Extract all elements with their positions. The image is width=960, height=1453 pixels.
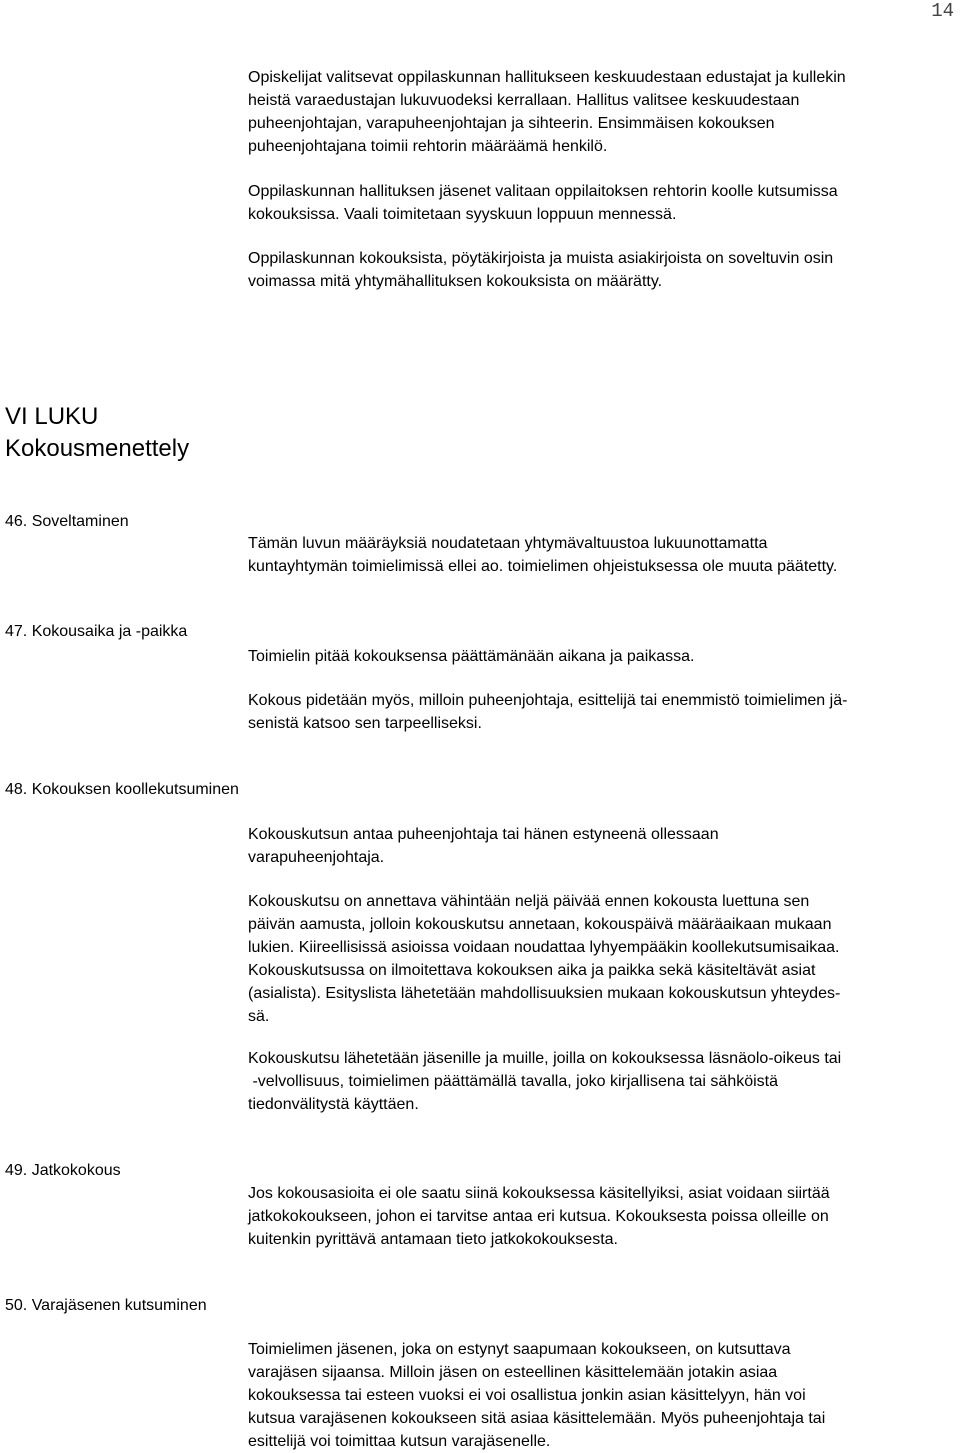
- section-48-paragraph-2: Kokouskutsu on annettava vähintään neljä päivää ennen kokousta luettuna sen päivän aamusta, jolloin kokouskutsu annetaan, kokouspäivä määräaikaan mukaan lukien. Kiireellisissä asioissa voidaan noudattaa lyhyempääkin koollekutsumisaikaa. Kokouskutsussa on ilmoitettava kokouksen aika ja paikka sekä käsiteltävät asiat (asialista). Esityslista lähetetään mahdollisuuksien mukaan kokouskutsun yhteydes- sä.: [248, 893, 841, 1025]
- chapter-heading: [5, 401, 189, 465]
- section-heading-50: 50. Varajäsenen kutsuminen: [5, 1297, 207, 1314]
- section-47-paragraph-2: Kokous pidetään myös, milloin puheenjohtaja, esittelijä tai enemmistö toimielimen jä- senistä katsoo sen tarpeelliseksi.: [248, 692, 848, 732]
- section-48-paragraph-3: Kokouskutsu lähetetään jäsenille ja muille, joilla on kokouksessa läsnäolo-oikeus tai -velvollisuus, toimielimen päättämällä tavalla, joko kirjallisena tai sähköistä tiedonvälitystä käyttäen.: [248, 1050, 842, 1113]
- intro-paragraph-1: Opiskelijat valitsevat oppilaskunnan hallitukseen keskuudestaan edustajat ja kullekin heistä varaedustajan lukuvuodeksi kerrallaan. Hallitus valitsee keskuudestaan puheenjohtajan, varapuheenjohtajan ja sihteerin. Ensimmäisen kokouksen puheenjohtajana toimii rehtorin määräämä henkilö.: [248, 69, 846, 155]
- section-49-paragraph-1: Jos kokousasioita ei ole saatu siinä kokouksessa käsitellyiksi, asiat voidaan siirtää jatkokokoukseen, johon ei tarvitse antaa eri kutsua. Kokouksesta poissa olleille on kuitenkin pyrittävä antamaan tieto jatkokokouksesta.: [248, 1185, 830, 1248]
- section-48-paragraph-1: Kokouskutsun antaa puheenjohtaja tai hänen estyneenä ollessaan varapuheenjohtaja.: [248, 826, 719, 866]
- section-47-paragraph-1: Toimielin pitää kokouksensa päättämänään aikana ja paikassa.: [248, 648, 695, 665]
- section-heading-48: 48. Kokouksen koollekutsuminen: [5, 781, 239, 798]
- section-50-paragraph-1: Toimielimen jäsenen, joka on estynyt saapumaan kokoukseen, on kutsuttava varajäsen sijaansa. Milloin jäsen on esteellinen käsittelemään jotakin asiaa kokouksessa tai esteen vuoksi ei voi osallistua jonkin asian käsittelyyn, hän voi kutsua varajäsenen kokoukseen sitä asiaa käsittelemään. Myös puheenjohtaja tai esittelijä voi toimittaa kutsun varajäsenelle.: [248, 1341, 826, 1450]
- chapter-number: VI LUKU: [5, 403, 99, 430]
- section-46-paragraph-1: Tämän luvun määräyksiä noudatetaan yhtymävaltuustoa lukuunottamatta kuntayhtymän toimielimissä ellei ao. toimielimen ohjeistuksessa ole muuta päätetty.: [248, 535, 838, 575]
- intro-paragraph-2: Oppilaskunnan hallituksen jäsenet valitaan oppilaitoksen rehtorin koolle kutsumissa kokouksissa. Vaali toimitetaan syyskuun loppuun mennessä.: [248, 183, 838, 223]
- page-number: 14: [931, 0, 954, 22]
- intro-paragraph-3: Oppilaskunnan kokouksista, pöytäkirjoista ja muista asiakirjoista on soveltuvin osin voimassa mitä yhtymähallituksen kokouksista on määrätty.: [248, 250, 834, 290]
- section-heading-49: 49. Jatkokokous: [5, 1162, 121, 1179]
- chapter-title: Kokousmenettely: [5, 435, 190, 462]
- section-heading-46: 46. Soveltaminen: [5, 513, 129, 530]
- section-heading-47: 47. Kokousaika ja -paikka: [5, 623, 188, 640]
